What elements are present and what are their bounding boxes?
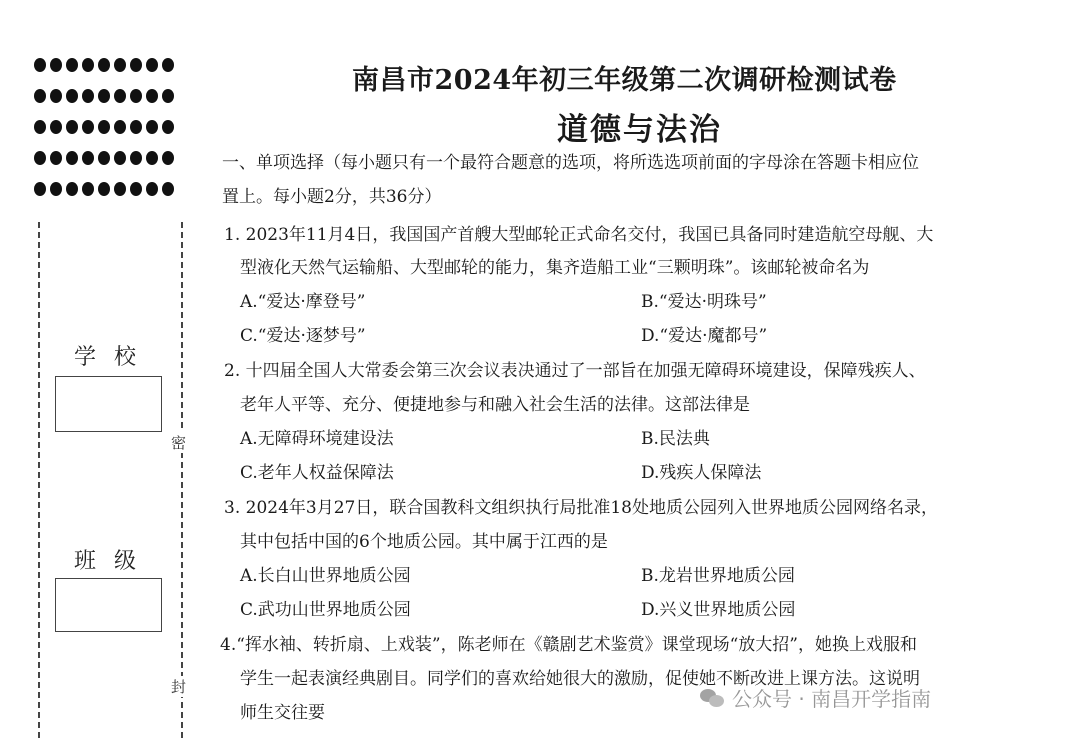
school-field[interactable]: [55, 376, 162, 432]
q3-stem-line1: 3. 2024年3月27日，联合国教科文组织执行局批准18处地质公园列入世界地质公园网络名录，: [224, 498, 938, 518]
q2-stem-line1: 2. 十四届全国人大常委会第三次会议表决通过了一部旨在加强无障碍环境建设，保障残疾人、: [224, 361, 926, 381]
class-field[interactable]: [55, 578, 162, 632]
q4-stem-line3: 师生交往要: [240, 703, 325, 723]
q3-option-c: C.武功山世界地质公园: [240, 600, 411, 620]
section-heading-line1: 一、单项选择（每小题只有一个最符合题意的选项，将所选选项前面的字母涂在答题卡相应位: [222, 153, 919, 173]
q1-option-d: D.“爱达·魔都号”: [641, 326, 768, 346]
wechat-icon: [700, 687, 726, 709]
binding-line-right: [181, 222, 183, 738]
registration-dots: [34, 58, 174, 213]
q2-option-c: C.老年人权益保障法: [240, 463, 394, 483]
section-heading-line2: 置上。每小题2分，共36分）: [222, 187, 442, 207]
q2-stem-line2: 老年人平等、充分、便捷地参与和融入社会生活的法律。这部法律是: [240, 395, 750, 415]
q1-stem-line2: 型液化天然气运输船、大型邮轮的能力，集齐造船工业“三颗明珠”。该邮轮被命名为: [240, 258, 870, 278]
q1-option-a: A.“爱达·摩登号”: [240, 292, 366, 312]
q3-option-a: A.长白山世界地质公园: [240, 566, 411, 586]
subject-title: 道德与法治: [557, 112, 722, 148]
q2-option-a: A.无障碍环境建设法: [240, 429, 394, 449]
watermark-text: 公众号 · 南昌开学指南: [732, 687, 932, 711]
q4-stem-line1: 4.“挥水袖、转折扇、上戏装”，陈老师在《赣剧艺术鉴赏》课堂现场“放大招”，她换上戏服和: [220, 635, 917, 655]
class-label: 班级: [74, 549, 155, 574]
school-label: 学校: [74, 345, 155, 370]
q4-stem-line2: 学生一起表演经典剧目。同学们的喜欢给她很大的激励，促使她不断改进上课方法。这说明: [240, 669, 920, 689]
watermark: [700, 683, 931, 712]
q3-stem-line2: 其中包括中国的6个地质公园。其中属于江西的是: [240, 532, 608, 552]
q3-option-d: D.兴义世界地质公园: [641, 600, 796, 620]
q1-option-b: B.“爱达·明珠号”: [641, 292, 767, 312]
seal-char-mi: 密: [171, 434, 187, 452]
binding-line-left: [38, 222, 40, 738]
exam-title: 南昌市2024年初三年级第二次调研检测试卷: [352, 65, 897, 96]
q2-option-b: B.民法典: [641, 429, 710, 449]
q1-stem-line1: 1. 2023年11月4日，我国国产首艘大型邮轮正式命名交付，我国已具备同时建造航空母舰、大: [224, 225, 934, 245]
q2-option-d: D.残疾人保障法: [641, 463, 762, 483]
q3-option-b: B.龙岩世界地质公园: [641, 566, 795, 586]
q1-option-c: C.“爱达·逐梦号”: [240, 326, 366, 346]
seal-char-feng: 封: [171, 678, 187, 696]
